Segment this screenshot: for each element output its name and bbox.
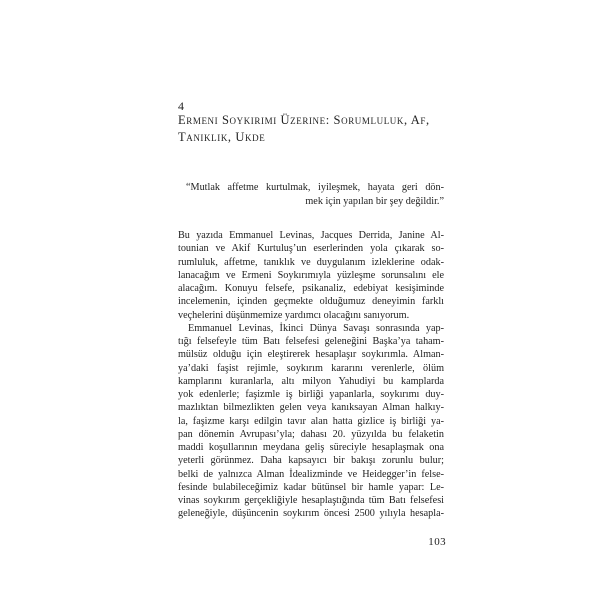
- text-line: Emmanuel Levinas, İkinci Dünya Savaşı sonrasında yap-: [188, 322, 444, 334]
- body-text: [178, 229, 444, 521]
- epigraph: [186, 181, 444, 209]
- text-line: tığı felsefeyle tüm Batı felsefesi geleneğini Başka’ya taham-: [178, 336, 444, 347]
- text-line: maddi koşullarının meydana geliş süreciyle hesaplaşmak ona: [178, 442, 444, 453]
- paragraph-2: [178, 322, 444, 521]
- chapter-title-line: Ermeni Soykırımı Üzerine: Sorumluluk, Af,: [178, 113, 430, 127]
- text-line: vinas soykırım gerçekliğiyle hesaplaştığında tüm Batı felsefesi: [178, 495, 444, 506]
- epigraph-line: mek için yapılan bir şey değildir.”: [305, 196, 444, 207]
- text-line: kamplarını kuranlarla, altı milyon Yahudiyi bu kamplarda: [178, 375, 444, 387]
- epigraph-line: “Mutlak affetme kurtulmak, iyileşmek, hayata geri dön-: [186, 182, 444, 193]
- chapter-title-line: Tanıklık, Ukde: [178, 130, 266, 144]
- text-line: la, faşizme karşı edilgin tavır alan hatta gizlice iş birliği ya-: [178, 415, 444, 427]
- text-line: yok edenlerle; faşizmle iş birliği yapanlarla, soykırımı duy-: [178, 389, 444, 400]
- text-line: veçhelerini düşünmemize yardımcı olacağını sanıyorum.: [178, 309, 410, 321]
- text-line: rumluluk, affetme, tanıklık ve duygulanım izleklerine odak-: [178, 256, 444, 268]
- text-line: Bu yazıda Emmanuel Levinas, Jacques Derrida, Janine Al-: [178, 230, 444, 241]
- text-line: ya’daki faşist rejimle, soykırım kararını verenlerle, ölüm: [178, 362, 444, 374]
- text-line: geleneğiyle, düşüncenin soykırım öncesi 2500 yılıyla hesapla-: [178, 508, 444, 520]
- paragraph-1: [178, 229, 444, 322]
- chapter-number: 4: [178, 99, 184, 113]
- text-line: mazlıktan bilmezlikten gelen veya kanıksayan Alman halkıy-: [178, 402, 444, 414]
- text-line: lanacağım ve Ermeni Soykırımıyla yüzleşme sorunsalını ele: [178, 269, 444, 281]
- text-line: belki de yalnızca Alman İdealizminde ve Heidegger’in felse-: [178, 468, 444, 480]
- chapter-title: [178, 112, 458, 146]
- text-line: incelemenin, içinden geçmekte olduğumuz deneyimin farklı: [178, 296, 444, 308]
- page-number: 103: [428, 536, 446, 548]
- text-line: yeterli görünmez. Daha kapsayıcı bir bakışı zorunlu bulur;: [178, 455, 444, 467]
- text-line: pan dönemin Avrupası’yla; dahası 20. yüzyılda bu felaketin: [178, 428, 444, 440]
- text-line: mülsüz olduğu için eleştirerek hesaplaşır soykırımla. Alman-: [178, 349, 444, 361]
- text-line: alacağım. Konuyu felsefe, psikanaliz, edebiyat kesişiminde: [178, 283, 444, 294]
- text-line: fesinde bulabileceğimiz kadar bütünsel bir hamle yapar: Le-: [178, 481, 444, 493]
- text-line: tounian ve Akif Kurtuluş’un eserlerinden yola çıkarak so-: [178, 243, 444, 255]
